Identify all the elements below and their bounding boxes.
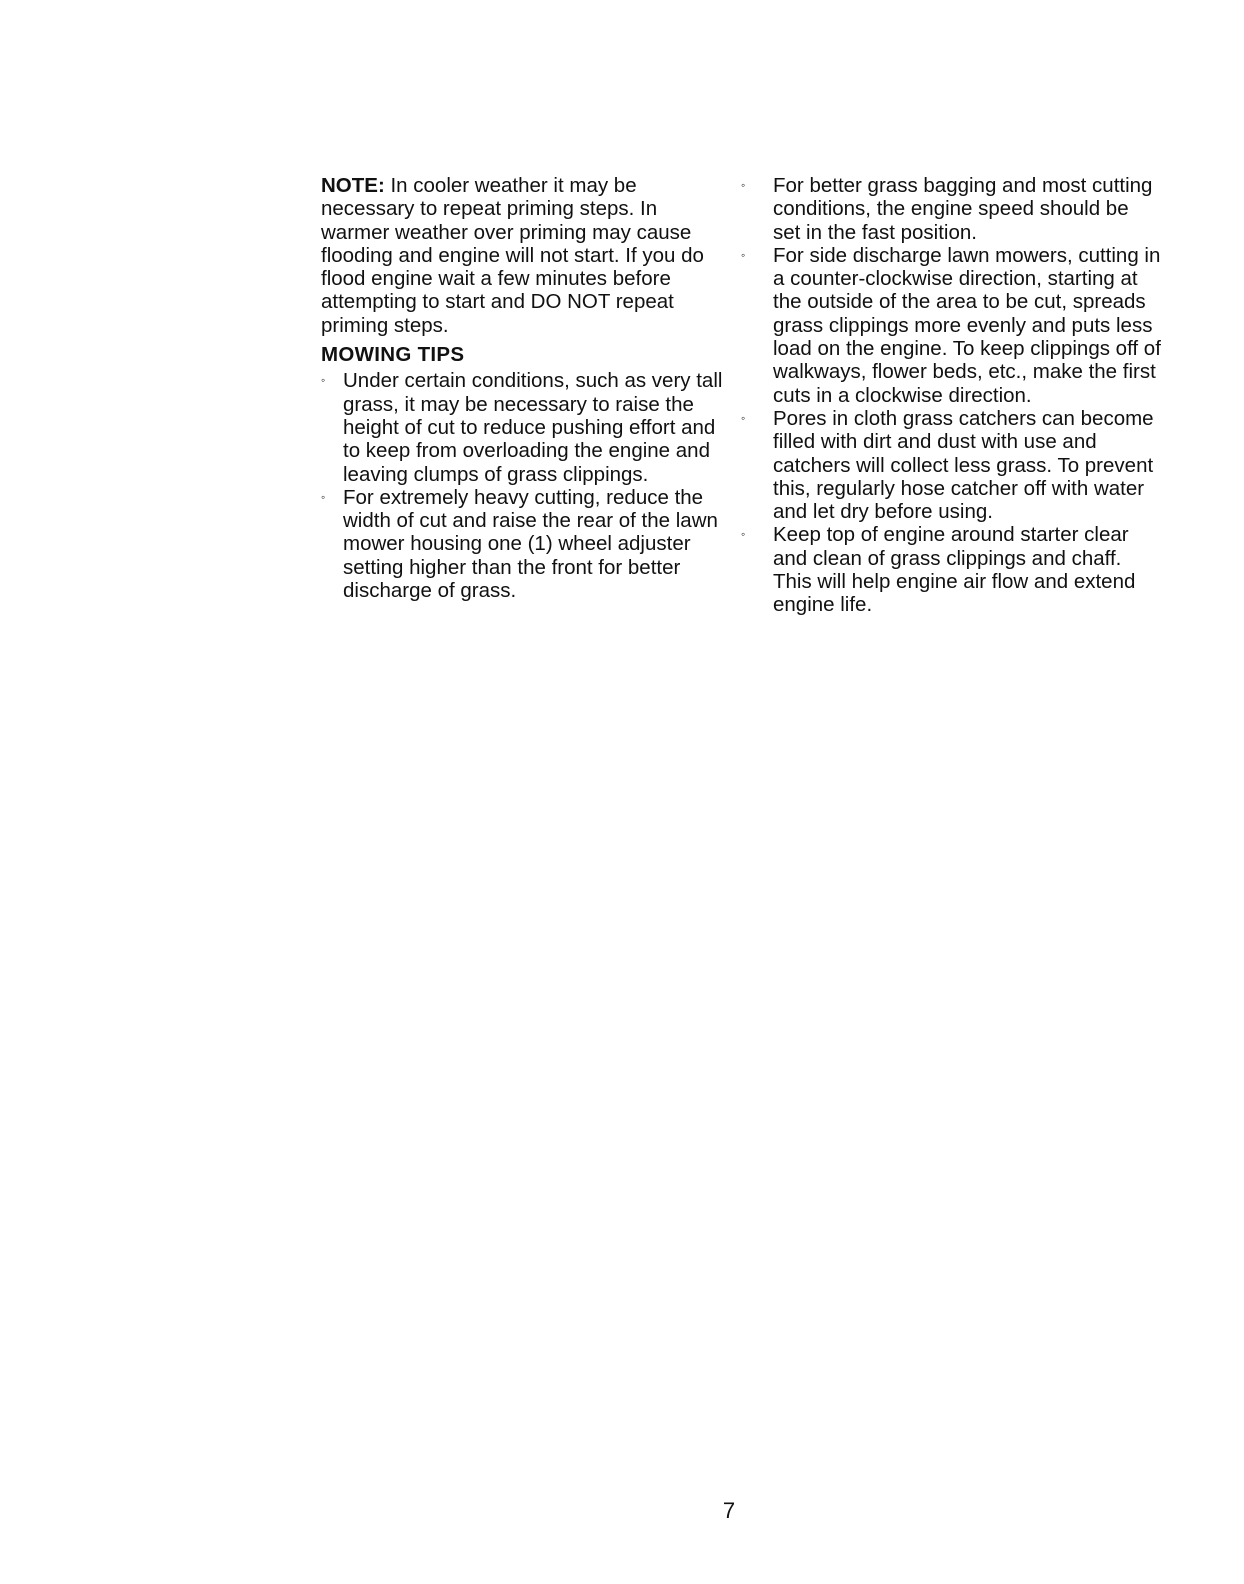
bullet-icon: ◦ [321,373,326,388]
list-item [741,244,1161,407]
list-item-text: For extremely heavy cutting, reduce the width of cut and raise the rear of the lawn mower housing one (1) wheel adjuster setting higher than the front for better discharge of grass. [343,485,718,603]
list-item-text: For side discharge lawn mowers, cutting in a counter-clockwise direction, starting at the outside of the area to be cut, spreads grass clippings more evenly and puts less load on the engine. To keep clippings off of walkways, flower beds, etc., make the first cuts in a clockwise direction. [773,243,1161,407]
list-item-text: Under certain conditions, such as very tall grass, it may be necessary to raise the height of cut to reduce pushing effort and to keep from overloading the engine and leaving clumps of grass clippings. [343,369,723,486]
bullet-icon: ◦ [741,178,746,192]
page-number-text: 7 [722,1498,736,1523]
page-number [0,1498,1244,1524]
section-heading: MOWING TIPS [321,343,465,367]
bullet-icon: ◦ [321,489,326,504]
note-label: NOTE: [321,174,385,197]
right-column [741,174,1161,617]
bullet-icon: ◦ [741,247,746,262]
list-item-text: For better grass bagging and most cutting conditions, the engine speed should be set in the fast position. [773,174,1153,244]
note-paragraph [321,174,731,337]
list-item [741,174,1161,244]
left-column [321,174,731,602]
list-item [741,407,1161,523]
list-item [321,369,731,485]
list-item-text: Pores in cloth grass catchers can become filled with dirt and dust with use and catchers will collect less grass. To prevent this, regularly hose catcher off with water and let dry before using. [773,406,1154,524]
list-item-text: Keep top of engine around starter clear and clean of grass clippings and chaff. This will help engine air flow and extend engine life. [773,523,1136,617]
tips-list-right [741,174,1161,617]
note-text: In cooler weather it may be necessary to repeat priming steps. In warmer weather over priming may cause flooding and engine will not start. If you do flood engine wait a few minutes before attempting to start and DO NOT repeat priming steps. [321,174,704,337]
tips-list-left [321,369,731,602]
bullet-icon: ◦ [741,527,746,542]
list-item [321,486,731,602]
list-item [741,523,1161,616]
bullet-icon: ◦ [741,410,746,425]
